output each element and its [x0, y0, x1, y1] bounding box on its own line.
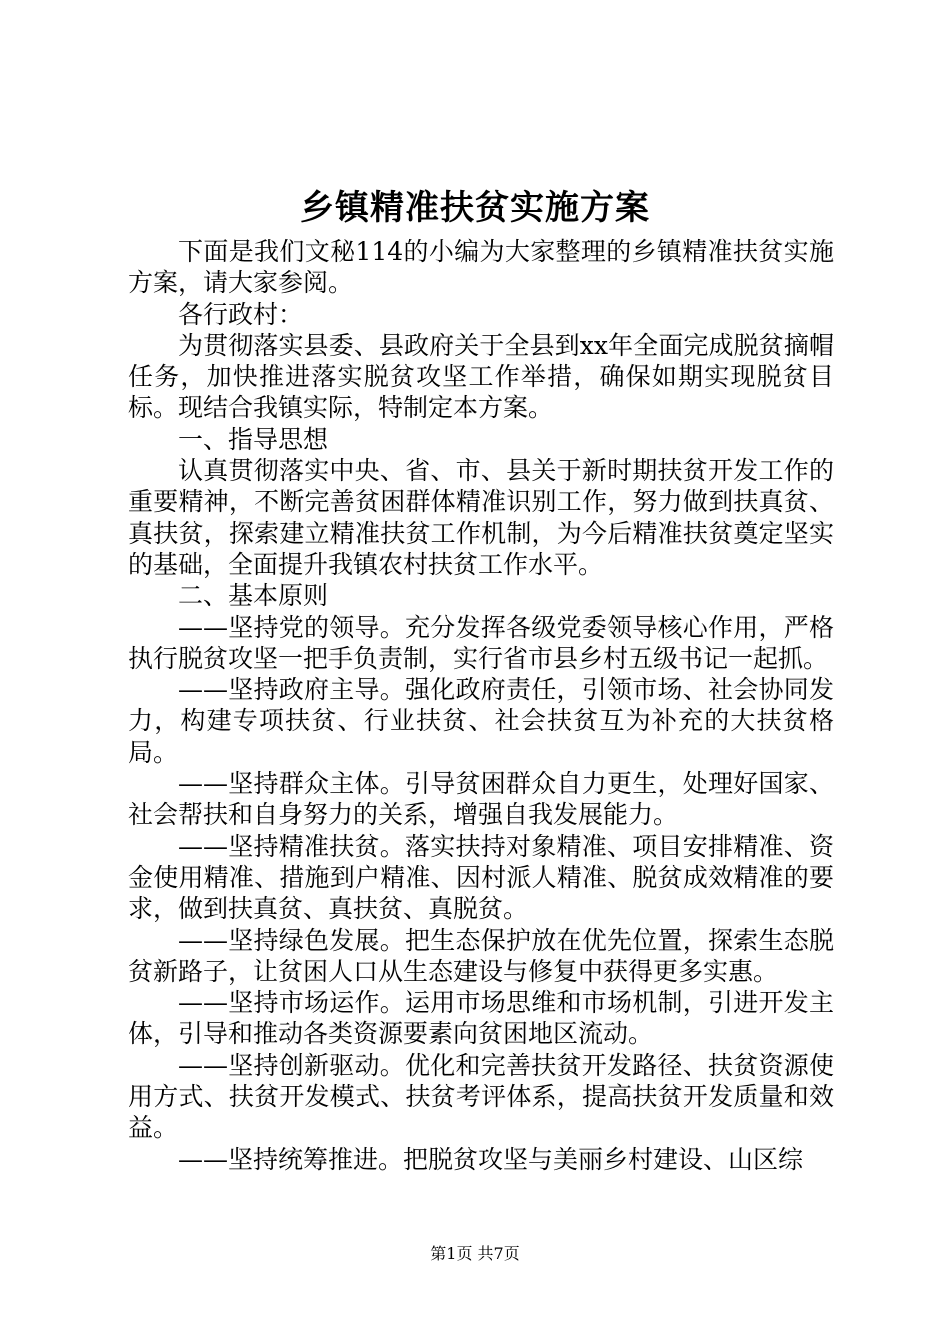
principle-party-leadership: ——坚持党的领导。充分发挥各级党委领导核心作用，严格执行脱贫攻坚一把手负责制，实行省市县乡村五级书记一起抓。	[128, 612, 834, 673]
document-body	[128, 236, 834, 1175]
paragraph-salutation: 各行政村：	[178, 299, 304, 329]
paragraph-purpose: 为贯彻落实县委、县政府关于全县到xx年全面完成脱贫摘帽任务，加快推进落实脱贫攻坚工作举措，确保如期实现脱贫目标。现结合我镇实际，特制定本方案。	[128, 330, 834, 423]
document-title: 乡镇精准扶贫实施方案	[300, 188, 650, 228]
principle-precise-poverty-alleviation: ——坚持精准扶贫。落实扶持对象精准、项目安排精准、资金使用精准、措施到户精准、因村派人精准、脱贫成效精准的要求，做到扶真贫、真扶贫、真脱贫。	[128, 831, 834, 924]
principle-people-subject: ——坚持群众主体。引导贫困群众自力更生，处理好国家、社会帮扶和自身努力的关系，增强自我发展能力。	[128, 769, 834, 830]
principle-coordinated-advance: ——坚持统筹推进。把脱贫攻坚与美丽乡村建设、山区综	[178, 1144, 804, 1174]
page-footer: 第1页 共7页	[430, 1244, 520, 1263]
principle-government-led: ——坚持政府主导。强化政府责任，引领市场、社会协同发力，构建专项扶贫、行业扶贫、社会扶贫互为补充的大扶贫格局。	[128, 675, 834, 767]
paragraph-guiding-ideology: 认真贯彻落实中央、省、市、县关于新时期扶贫开发工作的重要精神，不断完善贫困群体精准识别工作，努力做到扶真贫、真扶贫，探索建立精准扶贫工作机制，为今后精准扶贫奠定坚实的基础，全面提升我镇农村扶贫工作水平。	[128, 456, 834, 579]
section-heading-guiding-ideology: 一、指导思想	[178, 424, 329, 454]
paragraph-intro: 下面是我们文秘114的小编为大家整理的乡镇精准扶贫实施方案，请大家参阅。	[128, 237, 834, 298]
principle-innovation-driven: ——坚持创新驱动。优化和完善扶贫开发路径、扶贫资源使用方式、扶贫开发模式、扶贫考评体系，提高扶贫开发质量和效益。	[128, 1050, 834, 1143]
principle-green-development: ——坚持绿色发展。把生态保护放在优先位置，探索生态脱贫新路子，让贫困人口从生态建设与修复中获得更多实惠。	[128, 925, 834, 986]
section-heading-basic-principles: 二、基本原则	[178, 581, 329, 611]
principle-market-operation: ——坚持市场运作。运用市场思维和市场机制，引进开发主体，引导和推动各类资源要素向贫困地区流动。	[128, 988, 834, 1049]
